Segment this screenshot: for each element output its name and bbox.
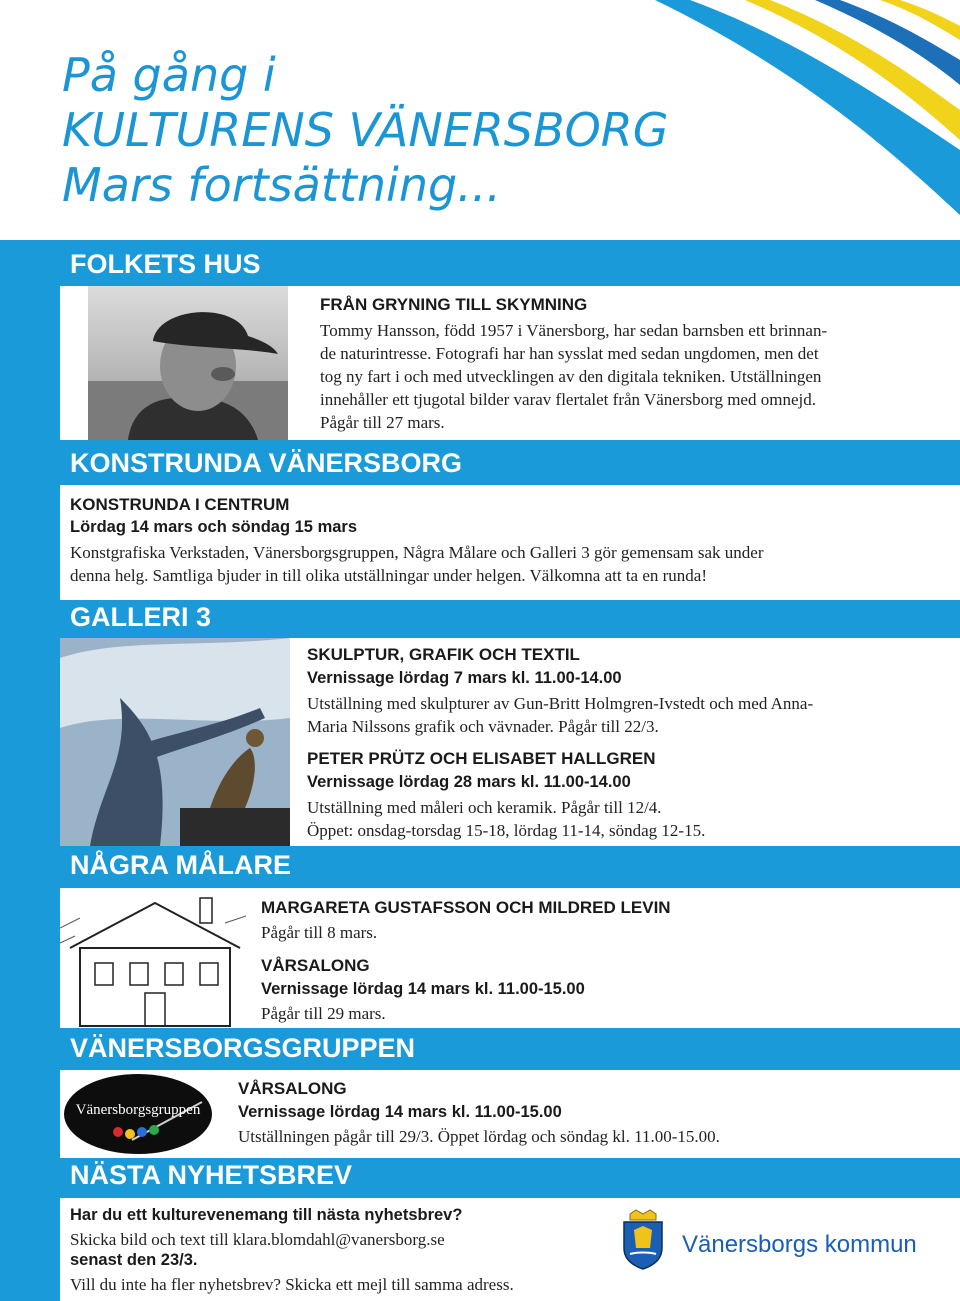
event-text-varsalong: Pågår till 29 mars. [261, 1004, 386, 1023]
event-date-skulptur: Vernissage lördag 7 mars kl. 11.00-14.00 [307, 669, 622, 687]
event-title-skulptur: SKULPTUR, GRAFIK OCH TEXTIL [307, 645, 580, 664]
text-line: innehåller ett tjugotal bilder varav flertalet från Vänersborg med omnejd. [320, 390, 816, 409]
event-description-skulptur [307, 692, 947, 738]
event-text-gustafsson-levin: Pågår till 8 mars. [261, 923, 378, 942]
text-line: denna helg. Samtliga bjuder in till olika utställningar under helgen. Välkomna att ta en runda! [70, 566, 708, 585]
event-title-gustafsson-levin: MARGARETA GUSTAFSSON OCH MILDRED LEVIN [261, 898, 671, 917]
section-heading-konstrunda: KONSTRUNDA VÄNERSBORG [70, 448, 463, 478]
text-line: Pågår till 27 mars. [320, 413, 445, 432]
event-title-varsalong: VÅRSALONG [261, 956, 370, 975]
event-date-varsalong-2: Vernissage lördag 14 mars kl. 11.00-15.00 [238, 1103, 562, 1121]
event-title-fran-gryning: FRÅN GRYNING TILL SKYMNING [320, 295, 588, 314]
text-line: Konstgrafiska Verkstaden, Vänersborgsgruppen, Några Målare och Galleri 3 gör gemensam sak under [70, 543, 764, 562]
vanersborgsgruppen-logo-text: Vänersborgsgruppen [75, 1102, 201, 1118]
text-line: Tommy Hansson, född 1957 i Vänersborg, har sedan barnsben ett brinnan- [320, 321, 828, 340]
newsletter-unsubscribe-line: Vill du inte ha fler nyhetsbrev? Skicka ett mejl till samma adress. [70, 1275, 514, 1294]
text-line: de naturintresse. Fotografi har han sysslat med sedan ungdomen, men det [320, 344, 819, 363]
section-heading-nasta-nyhetsbrev: NÄSTA NYHETSBREV [70, 1160, 353, 1190]
newsletter-question: Har du ett kulturevenemang till nästa nyhetsbrev? [70, 1206, 463, 1224]
event-title-varsalong-2: VÅRSALONG [238, 1079, 347, 1098]
header-line-1: På gång i [62, 48, 276, 102]
section-heading-galleri-3: GALLERI 3 [70, 602, 212, 632]
text-line: Öppet: onsdag-torsdag 15-18, lördag 11-14, söndag 12-15. [307, 821, 706, 840]
section-heading-vanersborgsgruppen: VÄNERSBORGSGRUPPEN [70, 1033, 416, 1063]
vanersborgs-kommun-logo-text: Vänersborgs kommun [682, 1231, 917, 1258]
event-description-fran-gryning [320, 319, 920, 434]
photographer-portrait [88, 286, 288, 440]
text-line: Utställning med måleri och keramik. Pågår till 12/4. [307, 798, 662, 817]
text-line: Utställning med skulpturer av Gun-Britt Holmgren-Ivstedt och med Anna- [307, 694, 814, 713]
event-description-prutz-hallgren [307, 796, 947, 842]
header-line-2: KULTURENS VÄNERSBORG [62, 103, 669, 157]
event-date-varsalong: Vernissage lördag 14 mars kl. 11.00-15.00 [261, 980, 585, 998]
house-sketch [60, 888, 246, 1028]
newsletter-contact-line: Skicka bild och text till klara.blomdahl@vanersborg.se [70, 1230, 445, 1249]
vanersborgsgruppen-logo [62, 1072, 214, 1156]
event-text-varsalong-2: Utställningen pågår till 29/3. Öppet lördag och söndag kl. 11.00-15.00. [238, 1127, 720, 1146]
event-title-prutz-hallgren: PETER PRÜTZ OCH ELISABET HALLGREN [307, 749, 656, 768]
newsletter-deadline: senast den 23/3. [70, 1251, 198, 1269]
section-heading-folkets-hus: FOLKETS HUS [70, 249, 261, 279]
sculpture-photo [60, 638, 290, 846]
event-description-konstrunda [70, 541, 950, 587]
section-heading-nagra-malare: NÅGRA MÅLARE [70, 850, 291, 880]
event-date-prutz-hallgren: Vernissage lördag 28 mars kl. 11.00-14.00 [307, 773, 631, 791]
text-line: tog ny fart i och med utvecklingen av den digitala tekniken. Utställningen [320, 367, 822, 386]
event-title-konstrunda: KONSTRUNDA I CENTRUM [70, 495, 290, 514]
event-date-konstrunda: Lördag 14 mars och söndag 15 mars [70, 518, 358, 536]
text-line: Maria Nilssons grafik och vävnader. Pågår till 22/3. [307, 717, 659, 736]
coat-of-arms-icon [622, 1208, 664, 1270]
header-line-3: Mars fortsättning... [62, 158, 502, 212]
